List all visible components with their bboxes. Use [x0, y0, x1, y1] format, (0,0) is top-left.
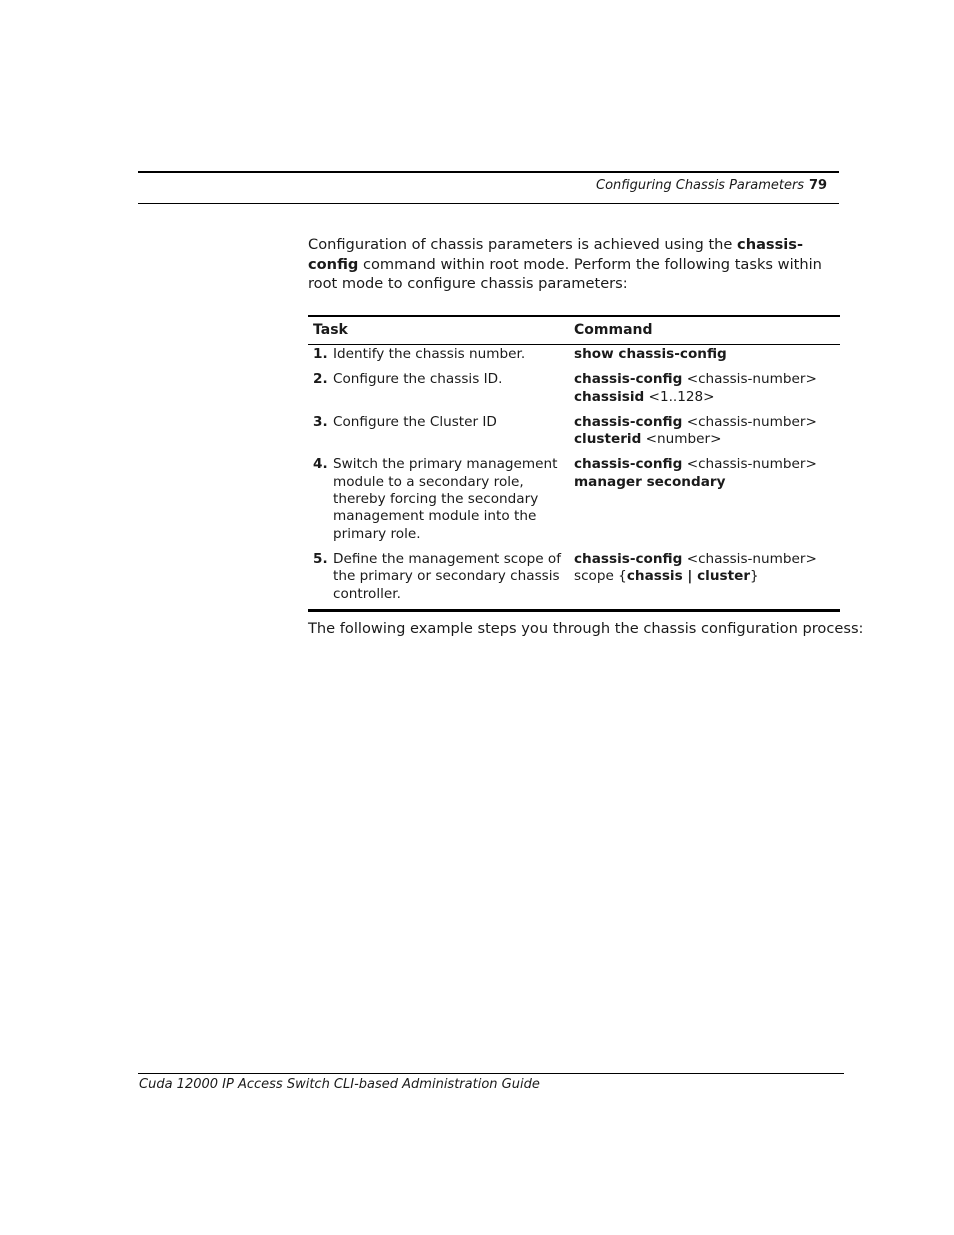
footer-book-title: Cuda 12000 IP Access Switch CLI-based Administration Guide [139, 1077, 540, 1092]
command-keyword: chassis-config [574, 371, 683, 388]
task-number: 5. [313, 550, 328, 567]
command-cell [569, 551, 840, 610]
command-keyword: chassis-config [574, 550, 683, 567]
page-number: 79 [809, 178, 828, 193]
task-number: 4. [313, 456, 328, 473]
scope-separator: | [682, 568, 698, 585]
command-argument: <chassis-number> [682, 371, 817, 388]
command-cell [569, 414, 840, 457]
command-cell [569, 345, 840, 372]
command-keyword: manager secondary [574, 473, 726, 490]
task-number: 3. [313, 413, 328, 430]
intro-command: chassis-config [308, 236, 804, 273]
header-top-rule [138, 171, 839, 173]
table-header-row [308, 316, 840, 345]
task-cell [308, 371, 569, 414]
header-bottom-rule [138, 203, 839, 204]
command-argument: <number> [641, 431, 722, 448]
command-argument: <chassis-number> [682, 550, 817, 567]
task-command-table [308, 315, 840, 612]
outro-paragraph: The following example steps you through the chassis configuration process: [308, 620, 864, 637]
task-description: Define the management scope of the primary or secondary chassis controller. [333, 550, 561, 602]
table-row [308, 414, 840, 457]
table-row [308, 371, 840, 414]
task-description: Switch the primary management module to a secondary role, thereby forcing the secondary management module into the primary role. [333, 456, 558, 542]
task-description: Identify the chassis number. [333, 346, 526, 362]
task-cell [308, 345, 569, 372]
intro-paragraph [308, 235, 843, 294]
task-number: 1. [313, 346, 328, 362]
command-argument: <chassis-number> [682, 413, 817, 430]
command-keyword: chassis-config [574, 413, 683, 430]
intro-text-before: Configuration of chassis parameters is achieved using the [308, 236, 738, 253]
column-header-command: Command [574, 322, 653, 339]
task-cell [308, 414, 569, 457]
command-cell [569, 371, 840, 414]
scope-prefix: scope { [574, 568, 627, 585]
scope-option-chassis: chassis [626, 568, 683, 585]
command-cell [569, 456, 840, 550]
command-keyword: chassis-config [574, 456, 683, 473]
running-header-title: Configuring Chassis Parameters [596, 178, 805, 193]
command-keyword: chassisid [574, 388, 645, 405]
command-argument: <1..128> [644, 388, 715, 405]
column-header-task: Task [313, 322, 348, 339]
command-keyword: show chassis-config [574, 346, 727, 362]
footer-rule [138, 1073, 844, 1074]
task-cell [308, 456, 569, 550]
table-row [308, 456, 840, 550]
task-description: Configure the chassis ID. [333, 371, 503, 388]
task-number: 2. [313, 371, 328, 388]
intro-text-after: command within root mode. Perform the following tasks within root mode to configure chassis parameters: [308, 255, 822, 292]
task-cell [308, 551, 569, 610]
task-description: Configure the Cluster ID [333, 413, 497, 430]
command-argument: <chassis-number> [682, 456, 817, 473]
table-row [308, 551, 840, 610]
table-row [308, 345, 840, 372]
scope-suffix: } [750, 568, 759, 585]
scope-option-cluster: cluster [697, 568, 751, 585]
command-keyword: clusterid [574, 431, 642, 448]
